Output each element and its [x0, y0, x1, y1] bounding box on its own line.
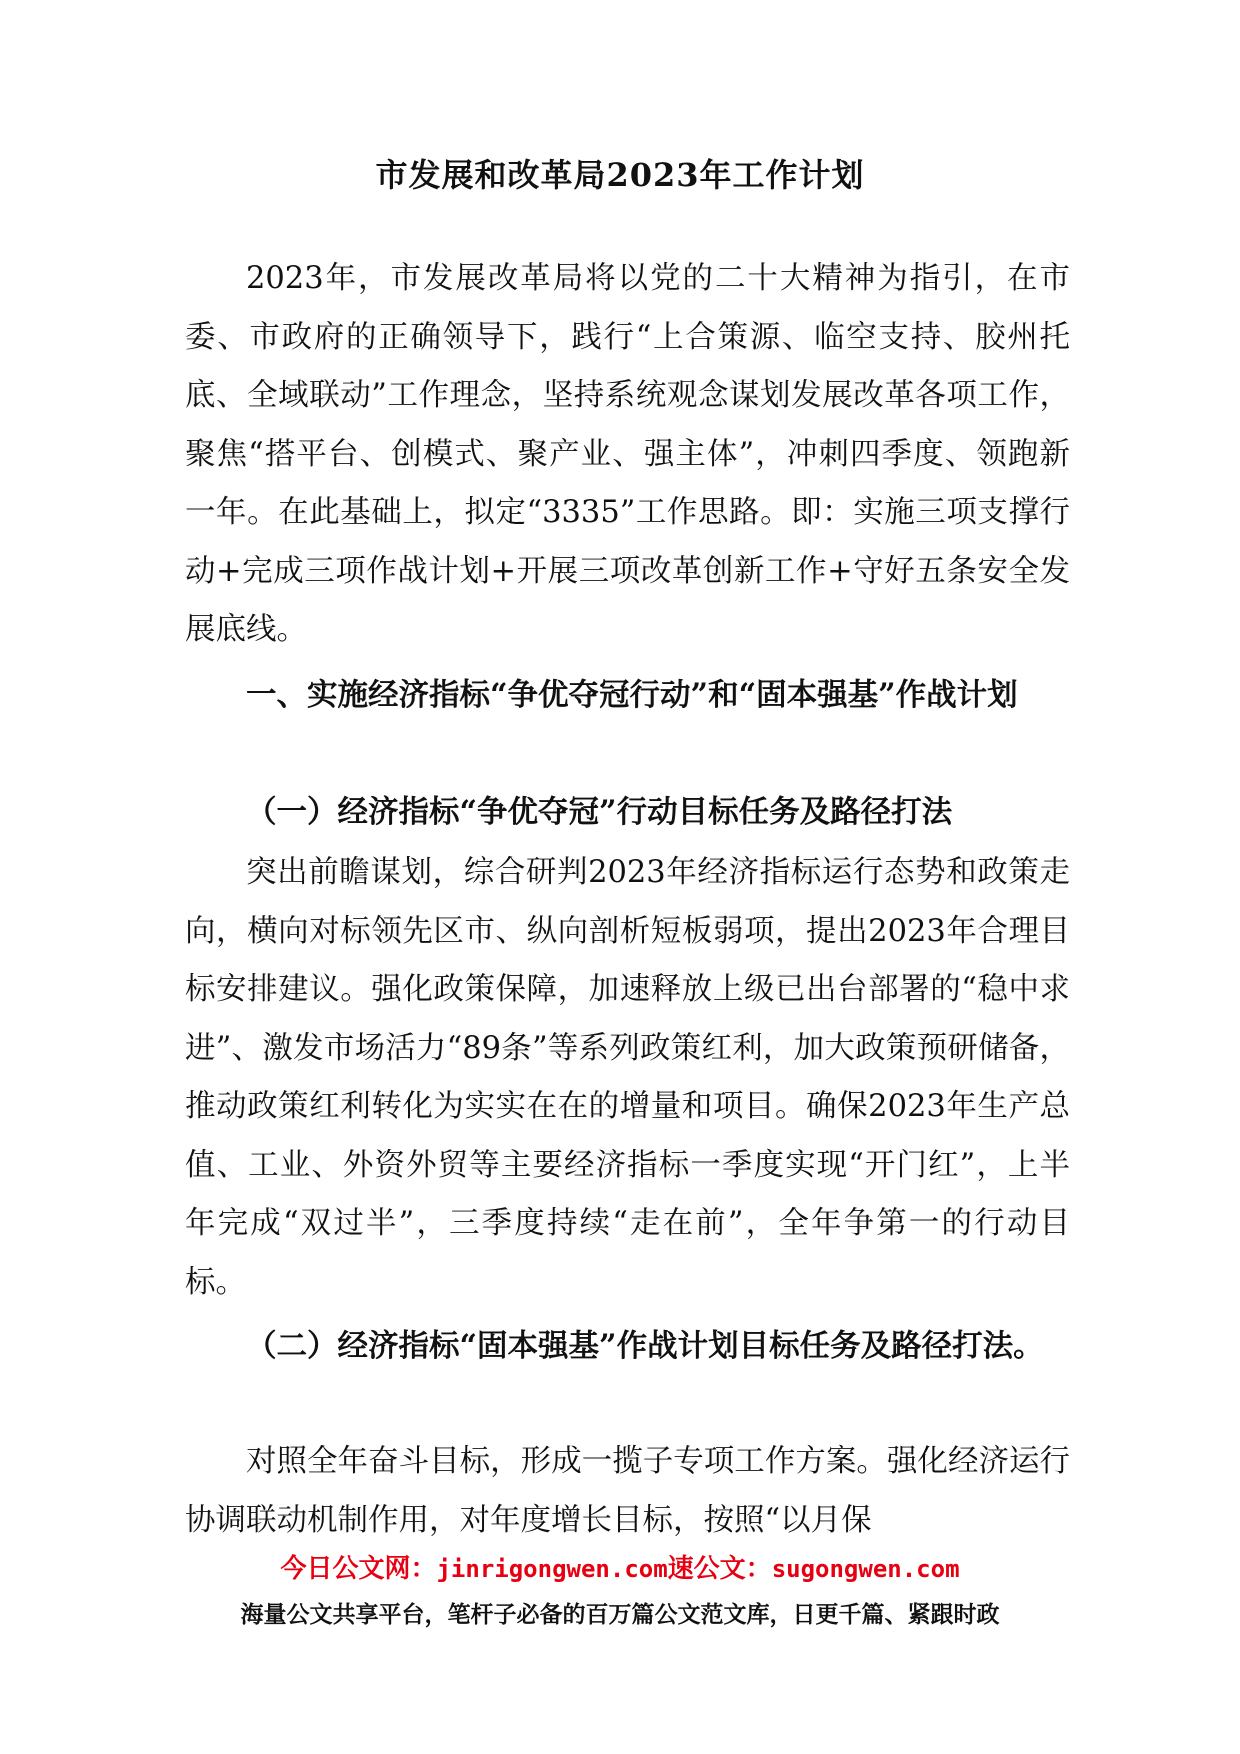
footer-tagline: 海量公文共享平台，笔杆子必备的百万篇公文范文库，日更千篇、紧跟时政: [240, 1602, 1000, 1628]
subsection-heading-1-2: （二）经济指标“固本强基”作战计划目标任务及路径打法。: [246, 1328, 1044, 1364]
site2-name: 速公文：: [667, 1554, 772, 1584]
document-title: 市发展和改革局2023年工作计划: [375, 156, 865, 194]
subsection-paragraph-1-2: 对照全年奋斗目标，形成一揽子专项工作方案。强化经济运行协调联动机制作用，对年度增长目标，按照“以月保: [185, 1444, 1070, 1538]
site2-link[interactable]: sugongwen.com: [771, 1555, 960, 1583]
intro-paragraph: 2023年，市发展改革局将以党的二十大精神为指引，在市委、市政府的正确领导下，践行“上合策源、临空支持、胶州托底、全域联动”工作理念，坚持系统观念谋划发展改革各项工作，聚焦“搭平台、创模式、聚产业、强主体”，冲刺四季度、领跑新一年。在此基础上，拟定“3335”工作思路。即：实施三项支撑行动+完成三项作战计划+开展三项改革创新工作+守好五条安全发展底线。: [185, 261, 1070, 647]
section-heading-1: 一、实施经济指标“争优夺冠行动”和“固本强基”作战计划: [246, 677, 1018, 713]
footer-site-links: [0, 1548, 1240, 1585]
subsection-paragraph-1-1: 突出前瞻谋划，综合研判2023年经济指标运行态势和政策走向，横向对标领先区市、纵向剖析短板弱项，提出2023年合理目标安排建议。强化政策保障，加速释放上级已出台部署的“稳中求进”、激发市场活力“89条”等系列政策红利，加大政策预研储备，推动政策红利转化为实实在在的增量和项目。确保2023年生产总值、工业、外资外贸等主要经济指标一季度实现“开门红”，上半年完成“双过半”，三季度持续“走在前”，全年争第一的行动目标。: [185, 855, 1070, 1300]
site1-link[interactable]: jinrigongwen.com: [436, 1555, 668, 1583]
site1-name: 今日公文网：: [280, 1554, 437, 1584]
subsection-heading-1-1: （一）经济指标“争优夺冠”行动目标任务及路径打法: [246, 794, 953, 830]
